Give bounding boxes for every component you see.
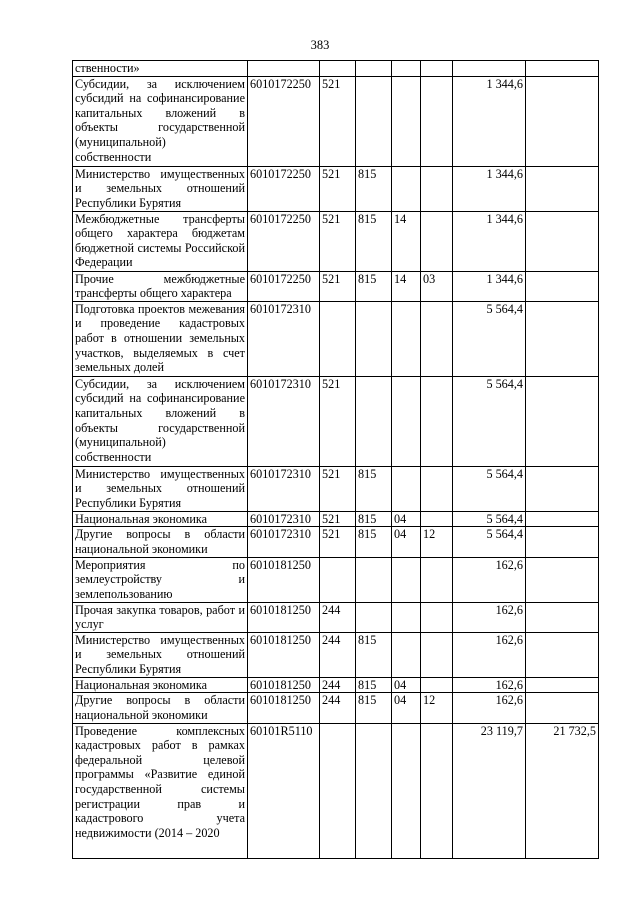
cell-code: 6010172250 [248,271,320,301]
cell-pr [421,76,453,166]
cell-name: Министерство имущественных и земельных отношений Республики Бурятия [73,166,248,211]
cell-pr [421,632,453,677]
cell-amount-2 [526,376,599,466]
cell-grbs: 815 [356,677,392,693]
cell-rz: 14 [392,271,421,301]
cell-amount-2 [526,166,599,211]
cell-code: 6010172250 [248,211,320,271]
cell-grbs [356,376,392,466]
cell-rz [392,632,421,677]
cell-amount-2 [526,557,599,602]
table-row [73,166,599,211]
cell-vr [320,301,356,376]
cell-code: 6010172310 [248,466,320,511]
cell-pr: 03 [421,271,453,301]
cell-pr [421,166,453,211]
cell-rz: 04 [392,511,421,527]
cell-rz: 14 [392,211,421,271]
cell-grbs: 815 [356,211,392,271]
cell-amount-2 [526,511,599,527]
cell-vr [320,61,356,77]
cell-name: Субсидии, за исключением субсидий на софинансирование капитальных вложений в объекты государственной (муниципальной) собственности [73,376,248,466]
cell-pr [421,557,453,602]
cell-vr: 521 [320,211,356,271]
table-row [73,301,599,376]
cell-pr [421,511,453,527]
cell-grbs: 815 [356,511,392,527]
cell-name: Межбюджетные трансферты общего характера бюджетам бюджетной системы Российской Федерации [73,211,248,271]
cell-pr [421,602,453,632]
cell-amount-1: 5 564,4 [453,301,526,376]
table-row [73,677,599,693]
cell-name: Национальная экономика [73,677,248,693]
cell-amount-2 [526,677,599,693]
cell-code: 6010181250 [248,677,320,693]
cell-vr: 521 [320,466,356,511]
cell-rz [392,557,421,602]
cell-code: 6010172310 [248,527,320,557]
cell-amount-1: 5 564,4 [453,466,526,511]
cell-vr: 521 [320,527,356,557]
cell-pr [421,723,453,858]
cell-vr: 244 [320,632,356,677]
cell-rz: 04 [392,693,421,723]
cell-rz [392,376,421,466]
cell-grbs [356,723,392,858]
cell-amount-1: 1 344,6 [453,166,526,211]
page-number: 383 [310,38,330,52]
cell-name: Другие вопросы в области национальной экономики [73,693,248,723]
cell-vr: 244 [320,602,356,632]
cell-amount-1: 162,6 [453,677,526,693]
cell-rz: 04 [392,677,421,693]
cell-code: 6010181250 [248,557,320,602]
cell-code: 6010172310 [248,511,320,527]
cell-vr: 521 [320,271,356,301]
cell-amount-2 [526,466,599,511]
cell-amount-1: 5 564,4 [453,376,526,466]
cell-rz [392,166,421,211]
cell-amount-1: 5 564,4 [453,527,526,557]
cell-name: Министерство имущественных и земельных отношений Республики Бурятия [73,466,248,511]
cell-rz: 04 [392,527,421,557]
cell-grbs [356,61,392,77]
cell-name: Проведение комплексных кадастровых работ в рамках федеральной целевой программы «Развитие единой государственной системы регистрации прав и кадастрового учета недвижимости (2014 – 2020 [73,723,248,858]
cell-amount-1: 1 344,6 [453,271,526,301]
cell-code: 6010172250 [248,166,320,211]
table-row [73,271,599,301]
cell-code: 6010172310 [248,376,320,466]
cell-amount-2 [526,271,599,301]
cell-vr: 521 [320,166,356,211]
table-row [73,632,599,677]
table-row [73,723,599,858]
cell-pr: 12 [421,693,453,723]
cell-pr [421,376,453,466]
cell-amount-1: 162,6 [453,632,526,677]
cell-name: Подготовка проектов межевания и проведение кадастровых работ в отношении земельных участков, выделяемых в счет земельных долей [73,301,248,376]
table-row [73,527,599,557]
cell-grbs: 815 [356,271,392,301]
cell-rz [392,723,421,858]
cell-amount-1: 162,6 [453,602,526,632]
cell-amount-2 [526,76,599,166]
cell-amount-1: 5 564,4 [453,511,526,527]
cell-amount-1: 162,6 [453,557,526,602]
cell-grbs [356,602,392,632]
cell-amount-1: 23 119,7 [453,723,526,858]
cell-amount-2 [526,602,599,632]
cell-pr [421,211,453,271]
cell-name: Субсидии, за исключением субсидий на софинансирование капитальных вложений в объекты государственной (муниципальной) собственности [73,76,248,166]
table-row [73,693,599,723]
cell-code: 6010172250 [248,76,320,166]
cell-grbs: 815 [356,166,392,211]
table-row [73,61,599,77]
cell-rz [392,301,421,376]
cell-name: Прочая закупка товаров, работ и услуг [73,602,248,632]
cell-code: 60101R5110 [248,723,320,858]
budget-table [72,60,599,859]
cell-pr [421,466,453,511]
cell-pr: 12 [421,527,453,557]
cell-grbs: 815 [356,466,392,511]
cell-vr [320,723,356,858]
cell-amount-2 [526,527,599,557]
cell-grbs: 815 [356,527,392,557]
cell-code: 6010181250 [248,602,320,632]
cell-vr: 521 [320,76,356,166]
cell-grbs [356,76,392,166]
cell-name: Национальная экономика [73,511,248,527]
cell-rz [392,76,421,166]
cell-amount-2 [526,693,599,723]
table-row [73,511,599,527]
cell-name: ственности» [73,61,248,77]
cell-grbs [356,557,392,602]
table-row [73,376,599,466]
cell-amount-2 [526,61,599,77]
table-row [73,466,599,511]
cell-pr [421,61,453,77]
cell-code: 6010181250 [248,693,320,723]
cell-amount-2 [526,211,599,271]
cell-amount-2 [526,301,599,376]
table-row [73,76,599,166]
cell-grbs: 815 [356,632,392,677]
cell-vr: 244 [320,677,356,693]
table-body [73,61,599,859]
cell-code: 6010172310 [248,301,320,376]
table-row [73,211,599,271]
cell-grbs: 815 [356,693,392,723]
cell-code [248,61,320,77]
cell-amount-1 [453,61,526,77]
cell-rz [392,466,421,511]
cell-code: 6010181250 [248,632,320,677]
cell-name: Прочие межбюджетные трансферты общего характера [73,271,248,301]
cell-name: Министерство имущественных и земельных отношений Республики Бурятия [73,632,248,677]
cell-vr: 244 [320,693,356,723]
cell-vr: 521 [320,511,356,527]
cell-name: Мероприятия по землеустройству и землепользованию [73,557,248,602]
cell-rz [392,602,421,632]
table-row [73,557,599,602]
cell-grbs [356,301,392,376]
cell-amount-2 [526,632,599,677]
cell-rz [392,61,421,77]
cell-pr [421,677,453,693]
cell-amount-1: 1 344,6 [453,211,526,271]
cell-amount-1: 1 344,6 [453,76,526,166]
cell-vr [320,557,356,602]
cell-pr [421,301,453,376]
cell-name: Другие вопросы в области национальной экономики [73,527,248,557]
cell-vr: 521 [320,376,356,466]
table-row [73,602,599,632]
cell-amount-2: 21 732,5 [526,723,599,858]
cell-amount-1: 162,6 [453,693,526,723]
